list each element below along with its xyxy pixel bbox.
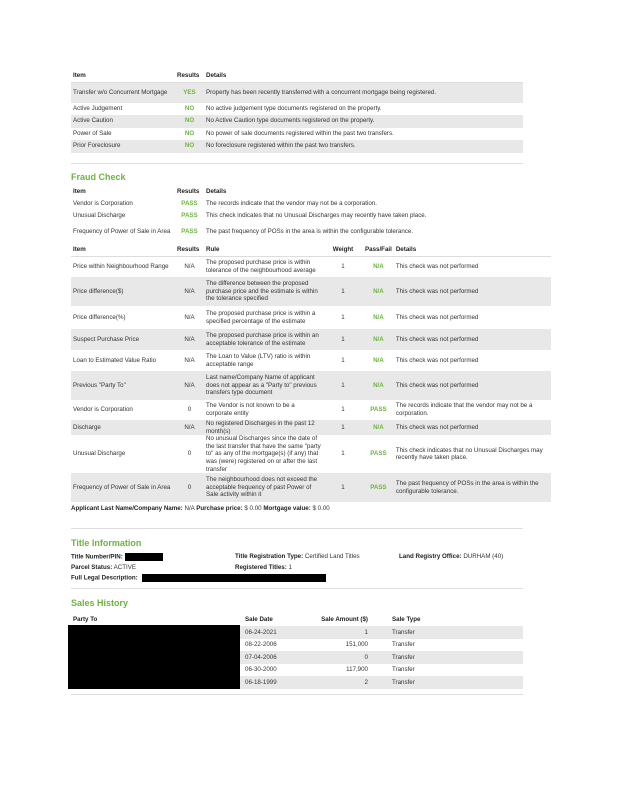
- table-row: [71, 210, 523, 222]
- row-result: NO: [184, 117, 195, 125]
- table-row: [71, 473, 551, 502]
- pin-line: [71, 553, 163, 561]
- col-header-results: Results: [177, 188, 200, 196]
- row-sale-amount: 117,900: [346, 666, 368, 674]
- row-details: This check indicates that no Unusual Discharges may recently have taken place.: [395, 446, 543, 462]
- table-row: [71, 140, 523, 153]
- mortgage-value-label: Mortgage value:: [263, 505, 311, 513]
- row-item: Active Judgement: [73, 104, 123, 112]
- row-rule: The proposed purchase price is within tolerance of the neighbourhood average: [206, 259, 316, 274]
- row-sale-date: 06-30-2000: [245, 666, 277, 674]
- row-sale-date: 06-18-1999: [245, 678, 277, 686]
- row-result: PASS: [181, 228, 198, 236]
- row-weight: 1: [341, 335, 345, 343]
- row-details: Property has been recently transferred with a concurrent mortgage being registered.: [206, 88, 437, 96]
- row-sale-type: Transfer: [392, 641, 415, 649]
- titles-value: 1: [288, 564, 292, 571]
- row-passfail: PASS: [370, 483, 387, 491]
- col-header-passfail: Pass/Fail: [365, 245, 392, 253]
- table-header-row: [71, 244, 551, 256]
- row-item: Discharge: [73, 423, 101, 431]
- row-item: Active Caution: [73, 117, 113, 125]
- col-header-sale-amount: Sale Amount ($): [321, 616, 368, 624]
- row-weight: 1: [341, 483, 345, 491]
- row-details: This check was not performed: [395, 313, 479, 321]
- row-details: This check indicates that no Unusual Discharges may recently have taken place.: [206, 212, 427, 220]
- row-result: PASS: [181, 200, 198, 208]
- row-details: No foreclosure registered within the past two transfers.: [206, 142, 356, 150]
- table-row: [71, 103, 523, 116]
- row-weight: 1: [341, 423, 345, 431]
- row-weight: 1: [341, 356, 345, 364]
- row-passfail: N/A: [373, 423, 384, 431]
- title-info-heading: Title Information: [71, 538, 142, 548]
- row-passfail: PASS: [370, 450, 387, 458]
- row-result: N/A: [184, 423, 195, 431]
- row-rule: The Vendor is not known to be a corporate entity: [206, 402, 295, 417]
- table-row: [71, 256, 551, 277]
- row-item: Price difference($): [73, 287, 124, 295]
- office-label: Land Registry Office:: [399, 553, 462, 560]
- row-rule: No unusual Discharges since the date of the last transfer that have the same "party to" as any of the mortgage(s) (if any) that was (were) registered on or after the last transfer: [206, 435, 321, 473]
- row-rule: The Loan to Value (LTV) ratio is within acceptable range: [206, 352, 311, 368]
- row-sale-type: Transfer: [392, 653, 415, 661]
- col-header-sale-date: Sale Date: [245, 616, 273, 624]
- row-weight: 1: [341, 262, 345, 270]
- row-item: Vendor is Corporation: [73, 406, 133, 414]
- col-header-results: Results: [177, 245, 200, 253]
- col-header-item: Item: [73, 245, 86, 253]
- row-details: This check was not performed: [395, 262, 479, 270]
- sales-history-section: [71, 598, 523, 689]
- table-row: [71, 420, 551, 435]
- mortgage-value: $ 0.00: [312, 505, 330, 513]
- redaction-block: [68, 625, 240, 689]
- sales-history-heading: Sales History: [71, 598, 129, 608]
- col-header-details: Details: [395, 245, 417, 253]
- row-details: The past frequency of POSs in the area is within the configurable tolerance.: [206, 228, 414, 236]
- row-sale-amount: 0: [364, 653, 368, 661]
- table-row: [71, 371, 551, 400]
- row-rule: The proposed purchase price is within an acceptable tolerance of the estimate: [206, 331, 319, 347]
- row-item: Price within Neighbourhood Range: [73, 262, 169, 270]
- table-row: [71, 435, 551, 473]
- office-value: DURHAM (40): [463, 553, 504, 560]
- row-weight: 1: [341, 313, 345, 321]
- row-details: The records indicate that the vendor may not be a corporation.: [395, 402, 533, 417]
- row-details: The past frequency of POSs in the area is within the configurable tolerance.: [395, 480, 539, 495]
- row-passfail: N/A: [373, 262, 384, 270]
- row-sale-date: 06-24-2021: [245, 628, 277, 636]
- fraud-check-heading: Fraud Check: [71, 172, 126, 182]
- parcel-label: Parcel Status:: [71, 564, 113, 571]
- row-item: Frequency of Power of Sale in Area: [73, 483, 171, 491]
- row-passfail: N/A: [373, 356, 384, 364]
- table-row: [71, 329, 551, 350]
- row-passfail: N/A: [373, 287, 384, 295]
- parcel-line: [71, 564, 136, 571]
- row-sale-amount: 2: [364, 678, 368, 686]
- row-result: N/A: [184, 287, 195, 295]
- col-header-party-to: Party To: [73, 616, 98, 624]
- row-result: 0: [187, 450, 192, 458]
- row-result: N/A: [184, 356, 195, 364]
- fraud-check-section: [71, 172, 543, 513]
- reg-type-line: [235, 553, 360, 560]
- row-details: No power of sale documents registered within the past two transfers.: [206, 129, 394, 137]
- col-header-weight: Weight: [332, 245, 354, 253]
- row-item: Vendor is Corporation: [73, 200, 133, 208]
- row-rule: The proposed purchase price is within a specified percentage of the estimate: [206, 309, 316, 325]
- row-rule: The difference between the proposed purchase price and the estimate is within the tolerance specified: [206, 280, 318, 303]
- fraud-summary-table: [71, 186, 523, 242]
- row-result: NO: [184, 129, 195, 137]
- legal-label: Full Legal Description:: [71, 574, 138, 582]
- table-row: [71, 198, 523, 210]
- row-item: Frequency of Power of Sale in Area: [73, 228, 171, 236]
- purchase-price-label: Purchase price:: [196, 505, 243, 513]
- row-sale-date: 07-04-2006: [245, 653, 277, 661]
- office-line: [399, 553, 503, 560]
- col-header-results: Results: [175, 70, 204, 83]
- row-details: No Active Caution type documents registered on the property.: [206, 117, 375, 125]
- divider: [71, 163, 523, 164]
- title-info-section: [71, 538, 523, 582]
- row-sale-date: 08-22-2006: [245, 641, 277, 649]
- table-row: [71, 222, 523, 242]
- row-item: Prior Foreclosure: [73, 142, 121, 150]
- row-sale-type: Transfer: [392, 628, 415, 636]
- row-passfail: N/A: [373, 313, 384, 321]
- fraud-footer: [71, 505, 523, 512]
- row-result: 0: [187, 406, 192, 414]
- row-weight: 1: [341, 287, 345, 295]
- row-result: PASS: [181, 212, 198, 220]
- row-sale-type: Transfer: [392, 678, 415, 686]
- row-item: Price difference(%): [73, 313, 126, 321]
- pin-label: Title Number/PIN:: [71, 553, 123, 561]
- row-item: Transfer w/o Concurrent Mortgage: [73, 88, 168, 96]
- applicant-label: Applicant Last Name/Company Name:: [71, 505, 183, 513]
- row-sale-amount: 1: [364, 628, 368, 636]
- row-passfail: N/A: [373, 381, 384, 389]
- reg-type-value: Certified Land Titles: [304, 553, 360, 560]
- col-header-rule: Rule: [206, 245, 220, 253]
- table-row: [71, 350, 551, 371]
- divider: [71, 694, 523, 695]
- titles-line: [235, 564, 292, 571]
- row-item: Power of Sale: [73, 129, 112, 137]
- row-result: N/A: [184, 262, 195, 270]
- table-row: [71, 83, 523, 103]
- col-header-item: Item: [71, 70, 175, 83]
- titles-label: Registered Titles:: [235, 564, 287, 571]
- table-row: [71, 277, 551, 306]
- reg-type-label: Title Registration Type:: [235, 553, 304, 560]
- row-item: Previous "Party To": [73, 381, 126, 389]
- applicant-value: N/A: [184, 505, 195, 513]
- row-result: 0: [187, 483, 192, 491]
- row-sale-type: Transfer: [392, 666, 415, 674]
- row-sale-amount: 151,000: [345, 641, 368, 649]
- row-item: Suspect Purchase Price: [73, 335, 140, 343]
- row-result: YES: [183, 88, 196, 96]
- col-header-details: Details: [204, 70, 523, 83]
- table-row: [71, 115, 523, 128]
- table-row: [71, 128, 523, 141]
- row-passfail: PASS: [370, 406, 387, 414]
- row-result: NO: [184, 104, 195, 112]
- purchase-price-value: $ 0.00: [244, 505, 262, 513]
- row-result: N/A: [184, 335, 195, 343]
- row-details: This check was not performed: [395, 335, 479, 343]
- row-details: This check was not performed: [395, 381, 479, 389]
- divider: [71, 528, 523, 529]
- table-header-row: [71, 186, 523, 198]
- row-rule: Last name/Company Name of applicant does not appear as a "Party to" previous transfers type document: [206, 374, 317, 397]
- row-weight: 1: [341, 406, 345, 414]
- col-header-item: Item: [73, 188, 86, 196]
- row-rule: No registered Discharges in the past 12 month(s): [206, 420, 315, 435]
- row-details: This check was not performed: [395, 423, 479, 431]
- row-weight: 1: [341, 450, 345, 458]
- row-result: NO: [184, 142, 195, 150]
- row-details: No active judgement type documents registered on the property.: [206, 104, 382, 112]
- redaction-block: [142, 574, 326, 582]
- redaction-block: [125, 553, 163, 561]
- col-header-sale-type: Sale Type: [392, 616, 421, 624]
- row-result: N/A: [184, 381, 195, 389]
- legal-line: [71, 574, 326, 582]
- divider: [71, 588, 523, 589]
- title-checks-section: [71, 70, 523, 153]
- table-row: [71, 306, 551, 329]
- parcel-value: ACTIVE: [113, 564, 137, 571]
- row-details: This check was not performed: [395, 356, 479, 364]
- row-passfail: N/A: [373, 335, 384, 343]
- row-item: Unusual Discharge: [73, 212, 126, 220]
- row-weight: 1: [341, 381, 345, 389]
- table-row: [71, 400, 551, 420]
- row-details: The records indicate that the vendor may not be a corporation.: [206, 200, 377, 208]
- row-item: Unusual Discharge: [73, 450, 126, 458]
- col-header-details: Details: [206, 188, 227, 196]
- fraud-rules-table: [71, 244, 551, 502]
- row-rule: The neighbourhood does not exceed the acceptable frequency of past Power of Sale activity within it: [206, 476, 318, 499]
- title-checks-table: [71, 70, 523, 153]
- table-header-row: [71, 70, 523, 83]
- row-result: N/A: [184, 313, 195, 321]
- row-item: Loan to Estimated Value Ratio: [73, 356, 157, 364]
- row-details: This check was not performed: [395, 287, 479, 295]
